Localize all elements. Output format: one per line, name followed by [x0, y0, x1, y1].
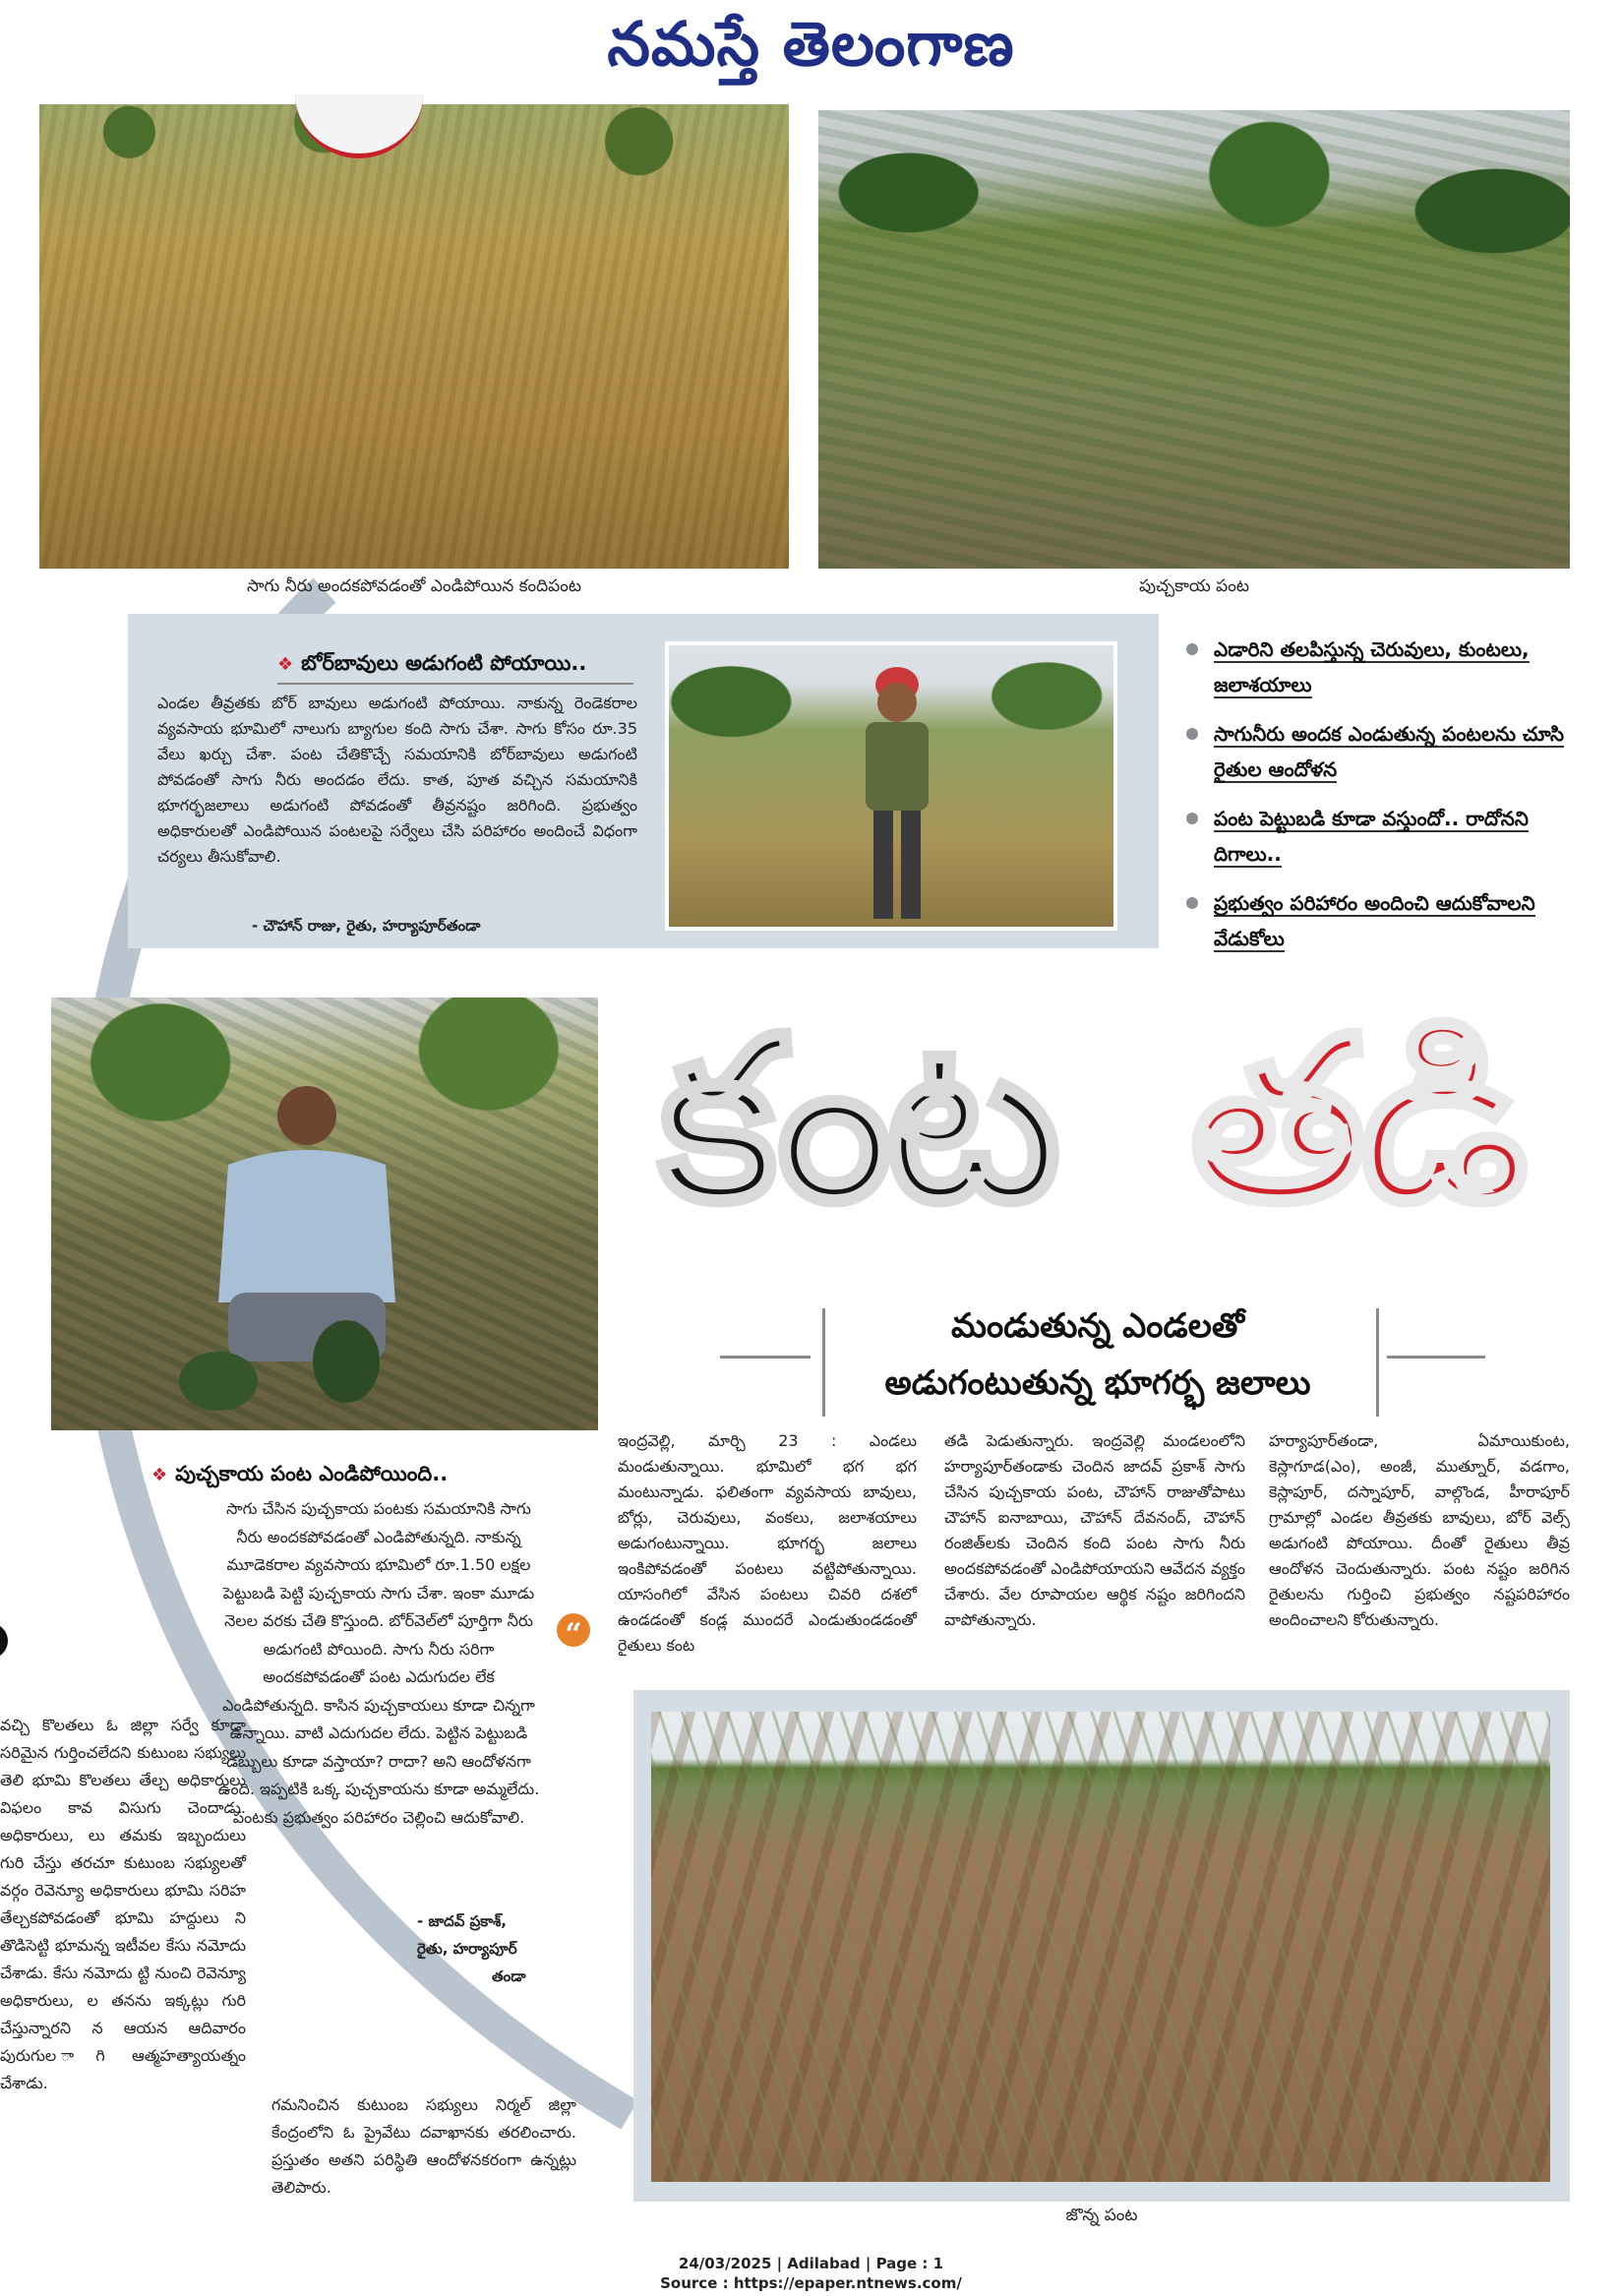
side-story-byline-1: - జాదవ్ ప్రకాశ్,: [417, 1912, 508, 1930]
panel-byline: - చౌహాన్ రాజు, రైతు, హర్యాపూర్‌తండా: [252, 917, 481, 935]
side-story-byline-3: తండా: [492, 1967, 526, 1985]
panel-heading-rule: [277, 683, 633, 685]
highlight-bullets: [1186, 632, 1599, 970]
side-story-byline-2: రైతు, హర్యాపూర్: [417, 1940, 517, 1958]
clipped-story-text: వచ్చి కొలతలు ఓ జిల్లా సర్వే కూడా సరిమైన గుర్తించలేదని కుటుంబ సభ్యులు తెలి భూమి కొలతలు తేల్చ అధికారులు విఫలం కావ విసుగు చెందాడు. అధికారులు, లు తమకు ఇబ్బందులు గురి చేస్తు తరచూ కుటుంబ సభ్యులతో వర్గం రెవెన్యూ అధికారులు భూమి సరిహ తేల్చకపోవడంతో భూమి హద్దులు ని తొడిసెట్టి భూమన్న ఇటీవల కేసు నమోదు చేశాడు. కేసు నమోదు ట్టి నుంచి రెవెన్యూ అధికారులు, ల తనను ఇక్కట్లు గురి చేస్తున్నారని న ఆయన ఆదివారం పురుగుల ాగి ఆత్మహత్యాయత్నం చేశాడు.: [0, 1716, 246, 2092]
footer-source: Source : https://epaper.ntnews.com/: [660, 2274, 962, 2292]
side-story-heading: ❖ పుచ్చకాయ పంట ఎండిపోయింది..: [151, 1462, 449, 1485]
deck-rule-left: [720, 1356, 811, 1359]
caption-dry-crop: సాగు నీరు అందకపోవడంతో ఎండిపోయిన కందిపంట: [246, 576, 582, 596]
deck-line-1: మండుతున్న ఎండలతో: [950, 1306, 1244, 1346]
caption-jowar: జొన్న పంట: [1065, 2205, 1138, 2225]
photo-dry-redgram-crop: [39, 104, 789, 569]
bullet-item: సాగునీరు అందక ఎండుతున్న పంటలను చూసి రైతుల ఆందోళన: [1186, 716, 1599, 787]
bullet-item: ఎడారిని తలపిస్తున్న చెరువులు, కుంటలు, జలాశయాలు: [1186, 632, 1599, 702]
article-column-3: హర్యాపూర్‌తండా, ఏమాయికుంట, కెస్లాగూడ(ఎం), అంజీ, ముత్నూర్, వడగాం, కెస్లాపూర్, దస్నాపూర్, వాల్గొండ, హీరాపూర్ గ్రామాల్లో ఎండల తీవ్రతకు బావులు, బోర్ వెల్స్ అడుగంటి పోయాయి. దీంతో రైతులు తీవ్ర ఆందోళన చెందుతున్నారు. పంట నష్టం జరిగిన రైతులను గుర్తించి ప్రభుత్వం నష్టపరిహారం అందించాలని కోరుతున్నారు.: [1269, 1431, 1570, 1629]
clipped-story-continuation: గమనించిన కుటుంబ సభ్యులు నిర్మల్ జిల్లా కేంద్రంలోని ఓ ప్రైవేటు దవాఖానకు తరలించారు. ప్రస్తుతం అతని పరిస్థితి ఆందోళనకరంగా ఉన్నట్లు తెలిపారు.: [271, 2095, 576, 2197]
masthead-title: నమస్తే తెలంగాణ: [607, 8, 1015, 80]
diamond-bullet-icon: ❖: [277, 654, 294, 675]
photo-farmer-prakash: [51, 997, 598, 1430]
panel-heading: ❖ బోర్‌బావులు అడుగంటి పోయాయి..: [277, 651, 587, 675]
photo-farmer-raju: [665, 641, 1117, 931]
deck-rule-right: [1387, 1356, 1485, 1359]
deck-line-2: అడుగంటుతున్న భూగర్భ జలాలు: [884, 1363, 1311, 1403]
photo-jowar-crop: [651, 1712, 1550, 2182]
side-story-body: సాగు చేసిన పుచ్చకాయ పంటకు సమయానికి సాగు నీరు అందకపోవడంతో ఎండిపోతున్నది. నాకున్న మూడెకరాల వ్యవసాయ భూమిలో రూ.1.50 లక్షల పెట్టుబడి పెట్టి పుచ్చకాయ సాగు చేశా. ఇంకా మూడు నెలల వరకు చేతి కొస్తుంది. బోర్‌వెల్‌లో పూర్తిగా నీరు అడుగంటి పోయింది. సాగు నీరు సరిగా అందకపోవడంతో పంట ఎదుగుదల లేక ఎండిపోతున్నది. కాసిన పుచ్చకాయలు కూడా చిన్నగా ఉన్నాయి. వాటి ఎదుగుదల లేదు. పెట్టిన పెట్టుబడి డబ్బులు కూడా వస్తాయా? రాదా? అని ఆందోళనగా ఉంది. ఇప్పటికి ఒక్క పుచ్చకాయను కూడా అమ్మలేదు. పంటకు ప్రభుత్వం పరిహారం చెల్లించి ఆదుకోవాలి.: [217, 1499, 540, 1827]
farmer-figure-icon: [159, 1047, 454, 1430]
bullet-item: పంట పెట్టుబడి కూడా వస్తుందో.. రాదోనని దిగాలు..: [1186, 801, 1599, 872]
diamond-bullet-icon: ❖: [151, 1465, 168, 1485]
photo-watermelon-crop: [818, 110, 1570, 569]
headline-part-1: కంట: [659, 990, 1055, 1252]
farmer-figure-icon: [836, 657, 954, 931]
headline-part-2: తడి: [1190, 990, 1523, 1252]
panel-body: ఎండల తీవ్రతకు బోర్ బావులు అడుగంటి పోయాయి. నాకున్న రెండెకరాల వ్యవసాయ భూమిలో నాలుగు బ్యాగుల కంది సాగు చేశా. సాగు కోసం రూ.35 వేలు ఖర్చు చేశా. పంట చేతికొచ్చే సమయానికి బోర్‌బావులు అడుగంటి పోవడంతో సాగు నీరు అందడం లేదు. కాత, పూత వచ్చిన సమయానికి భూగర్భజలాలు అడుగంటి పోవడంతో తీవ్రనష్టం జరిగింది. ప్రభుత్వం అధికారులతో ఎండిపోయిన పంటలపై సర్వేలు చేసి పరిహారం అందించే విధంగా చర్యలు తీసుకోవాలి.: [157, 694, 637, 866]
bullet-item: ప్రభుత్వం పరిహారం అందించి ఆదుకోవాలని వేడుకోలు: [1186, 885, 1599, 956]
quote-icon: “: [557, 1613, 590, 1647]
footer-date-edition: 24/03/2025 | Adilabad | Page : 1: [678, 2255, 944, 2272]
caption-watermelon: పుచ్చకాయ పంట: [1139, 576, 1249, 596]
article-column-1: ఇంద్రవెల్లి, మార్చి 23 : ఎండలు మండుతున్నాయి. భూమిలో భగ భగ మంటున్నాడు. ఫలితంగా వ్యవసాయ బావులు, బోర్లు, చెరువులు, వంకలు, జలాశయాలు అడుగంటున్నాయి. భూగర్భ జలాలు ఇంకిపోవడంతో పంటలు వట్టిపోతున్నాయి. యాసంగిలో వేసిన పంటలు చివరి దశలో ఉండడంతో కండ్ల ముందరే ఎండుతుండడంతో రైతులు కంట: [618, 1431, 917, 1655]
article-column-2: తడి పెడుతున్నారు. ఇంద్రవెల్లి మండలంలోని హర్యాపూర్‌తండాకు చెందిన జాదవ్ ప్రకాశ్ సాగు చేసిన పుచ్చకాయ పంట, చౌహాన్ రాజుతోపాటు చౌహాన్ ఐనాబాయి, చౌహాన్ దేవనంద్, చౌహాన్ రంజిత్‌లకు చెందిన కంది పంట సాగు నీరు అందకపోవడంతో ఎండిపోయాయని ఆవేదన వ్యక్తం చేశారు. వేల రూపాయల ఆర్థిక నష్టం జరిగిందని వాపోతున్నారు.: [944, 1431, 1245, 1629]
